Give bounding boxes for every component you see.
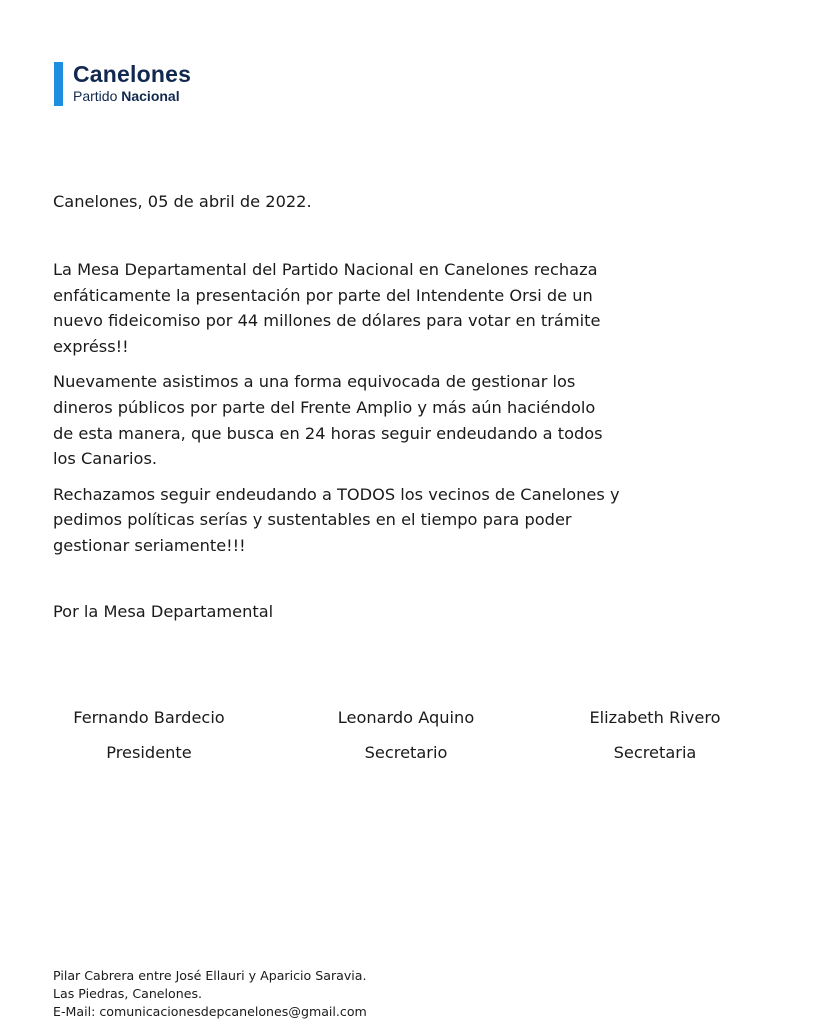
signatory-name: Fernando Bardecio xyxy=(73,708,225,727)
logo-accent-bar xyxy=(54,62,63,106)
signatory-role: Secretaria xyxy=(613,743,697,762)
footer-email: E-Mail: comunicacionesdepcanelones@gmail.com xyxy=(53,1004,367,1019)
paragraph-line: los Canarios. xyxy=(53,449,158,469)
paragraph-line: La Mesa Departamental del Partido Nacional en Canelones rechaza xyxy=(53,260,598,279)
paragraph-line: Rechazamos seguir endeudando a TODOS los vecinos de Canelones y xyxy=(53,484,620,504)
paragraph-line: enfáticamente la presentación por parte del Intendente Orsi de un xyxy=(53,285,593,305)
signatory-name: Leonardo Aquino xyxy=(337,708,475,727)
signatory-role: Secretario xyxy=(364,743,448,762)
logo-subtitle-prefix: Partido xyxy=(73,88,118,104)
logo-title: Canelones xyxy=(73,61,192,87)
footer-city: Las Piedras, Canelones. xyxy=(53,986,203,1001)
logo-subtitle-bold: Nacional xyxy=(121,88,180,104)
paragraph-2 xyxy=(53,369,620,471)
paragraph-line: Nuevamente asistimos a una forma equivocada de gestionar los xyxy=(53,372,576,392)
signatory-president xyxy=(53,708,245,763)
footer-address: Pilar Cabrera entre José Ellauri y Aparicio Saravia. xyxy=(53,968,367,983)
paragraph-1 xyxy=(53,257,620,359)
paragraph-line: dineros públicos por parte del Frente Amplio y más aún haciéndolo xyxy=(53,397,596,417)
signatory-secretary-2 xyxy=(572,708,738,763)
letter-date: Canelones, 05 de abril de 2022. xyxy=(53,192,312,211)
signatory-name: Elizabeth Rivero xyxy=(589,708,721,727)
footer-contact xyxy=(53,967,367,1021)
signatory-role: Presidente xyxy=(106,743,192,762)
signatory-secretary-1 xyxy=(317,708,495,763)
paragraph-line: de esta manera, que busca en 24 horas seguir endeudando a todos xyxy=(53,423,603,443)
paragraph-line: expréss!! xyxy=(53,336,129,356)
logo-subtitle xyxy=(73,88,180,104)
paragraph-line: gestionar seriamente!!! xyxy=(53,535,246,555)
paragraph-line: nuevo fideicomiso por 44 millones de dólares para votar en trámite xyxy=(53,311,601,331)
letter-closing: Por la Mesa Departamental xyxy=(53,602,274,621)
paragraph-3 xyxy=(53,482,620,559)
paragraph-line: pedimos políticas serías y sustentables en el tiempo para poder xyxy=(53,510,572,530)
letter-body xyxy=(53,257,620,569)
